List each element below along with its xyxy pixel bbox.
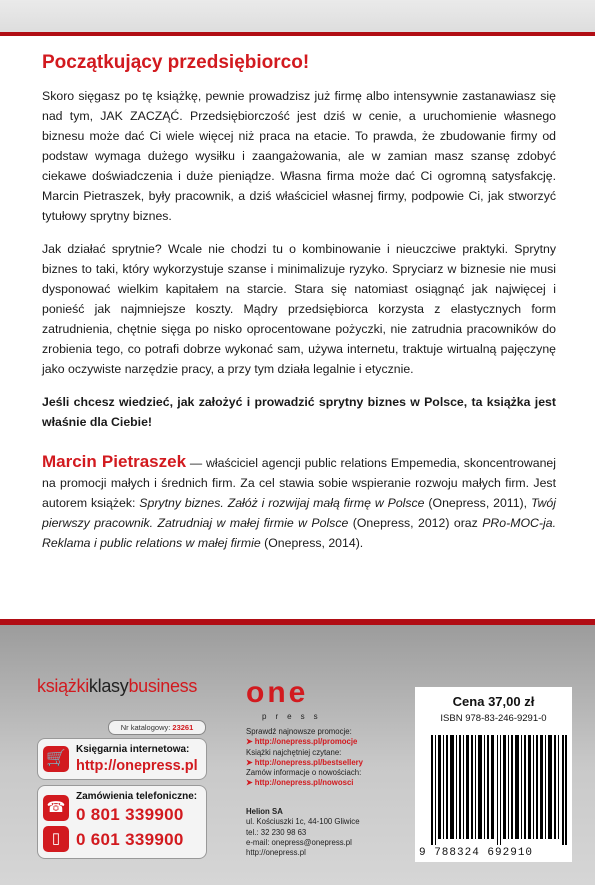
catalog-number-badge — [108, 720, 206, 735]
online-shop-box[interactable] — [37, 738, 207, 780]
author-book-1: Sprytny biznes. Załóż i rozwijaj małą firmę w Polsce — [139, 496, 425, 510]
online-shop-link[interactable]: http://onepress.pl — [76, 758, 198, 774]
shopping-cart-icon: 🛒 — [43, 746, 69, 772]
promo-link-new-url[interactable]: http://onepress.pl/promocje — [254, 737, 358, 747]
cover-heading: Początkujący przedsiębiorco! — [42, 52, 310, 73]
author-bio-text-4: (Onepress, 2014). — [260, 536, 364, 550]
author-book-2: Twój pierwszy pracownik. Zatrudniaj w małej firmie w Polsce — [42, 496, 556, 530]
catalog-number: 23261 — [172, 723, 194, 732]
promo-link-bestsellers[interactable]: ➤ http://onepress.pl/bestsellery — [246, 757, 364, 767]
author-bio-text-3: (Onepress, 2012) oraz — [348, 516, 483, 530]
phone-order-label: Zamówienia telefoniczne: — [76, 791, 198, 802]
series-logo-part2: klasy — [88, 676, 129, 696]
promo-link-new[interactable]: ➤ http://onepress.pl/promocje — [246, 737, 358, 747]
phone-icon: ☎ — [43, 795, 69, 821]
barcode-number: 9 788324 692910 — [419, 847, 534, 859]
paragraph-call-to-action: Jeśli chcesz wiedzieć, jak założyć i prowadzić sprytny biznes w Polsce, ta książka jest właśnie dla Ciebie! — [42, 395, 556, 429]
phone-number-mobile[interactable]: 0 601 339900 — [76, 830, 184, 849]
promo-link-bestsellers-url[interactable]: http://onepress.pl/bestsellery — [254, 757, 364, 767]
publisher-address — [246, 807, 360, 858]
promo-text-news: Zamów informacje o nowościach: — [246, 768, 362, 778]
publisher-street: ul. Kościuszki 1c, 44-100 Gliwice — [246, 817, 360, 827]
author-bio — [42, 452, 556, 553]
series-logo-part3: business — [128, 676, 198, 696]
bottom-panel — [0, 625, 595, 885]
promo-link-news[interactable]: ➤ http://onepress.pl/nowosci — [246, 778, 354, 788]
publisher-email[interactable]: e-mail: onepress@onepress.pl — [246, 837, 352, 847]
promo-links — [246, 727, 363, 789]
online-shop-label: Księgarnia internetowa: — [76, 744, 190, 755]
author-book-3: PRo-MOC-ja. Reklama i public relations w małej firmie — [42, 516, 556, 550]
back-cover-text — [42, 52, 556, 566]
series-logo — [37, 676, 197, 697]
author-bio-text-2: (Onepress, 2011), — [424, 496, 531, 510]
isbn-label: ISBN 978-83-246-9291-0 — [440, 713, 547, 724]
promo-text-new: Sprawdź najnowsze promocje: — [246, 727, 352, 736]
phone-number-landline[interactable]: 0 801 339900 — [76, 805, 184, 824]
publisher-web[interactable]: http://onepress.pl — [246, 848, 306, 858]
author-name: Marcin Pietraszek — [42, 452, 187, 471]
top-band — [0, 0, 595, 36]
mobile-phone-icon: ▯ — [43, 826, 69, 852]
paragraph-smart-business: Jak działać sprytnie? Wcale nie chodzi tu o kombinowanie i nieuczciwe praktyki. Sprytny biznes to taki, który wykorzystuje szanse i minimalizuje ryzyko. Spryciarz w biznesie nie musi dysponować wielkim kapitałem na starcie. Stara się natomiast osiągnąć jak najwięcej i ponieść jak najmniejsze koszty. Mądry przedsiębiorca korzysta z elastycznych form zatrudnienia, chętnie sięga po nisko oprocentowane pożyczki, nie zatrudnia pracowników do zrobienia tego, co potrafi dobrze wykonać sam, używa internetu, traktuje wirtualną pajęczynę jako oczywiste narzędzie pracy, a przy tym działa legalnie i etycznie. — [42, 242, 556, 376]
price-barcode-box — [415, 687, 572, 862]
publisher-tel: tel.: 32 230 98 63 — [246, 827, 307, 837]
paragraph-intro: Skoro sięgasz po tę książkę, pewnie prowadzisz już firmę albo intensywnie zastanawiasz się nad tym, JAK ZACZĄĆ. Przedsiębiorczość jest dziś w cenie, a uruchomienie własnego biznesu może dać Ci wiele więcej niż praca na etacie. To prawda, że zbudowanie firmy od podstaw wymaga dużego wysiłku i zaangażowania, ale w zamian masz szansę zdobyć ciekawe doświadczenia i duże pieniądze. Własna firma może dać Ci ogromną satysfakcję. Marcin Pietraszek, były pracownik, a dziś właściciel własnej firmy, podpowie Ci, jak stworzyć tytułowy sprytny biznes. — [42, 89, 556, 223]
promo-text-bestsellers: Książki najchętniej czytane: — [246, 747, 342, 757]
barcode-image — [431, 735, 567, 845]
author-bio-text-1: — właściciel agencji public relations Empemedia, skoncentrowanej na promocji małych i średnich firm. Za cel stawia sobie wspieranie rozwoju małych firm. Jest autorem książek: — [42, 456, 556, 510]
top-red-stripe — [0, 32, 595, 36]
catalog-label: Nr katalogowy: — [120, 723, 173, 732]
series-logo-part1: książki — [37, 676, 89, 696]
phone-order-box — [37, 785, 207, 859]
promo-link-news-url[interactable]: http://onepress.pl/nowosci — [254, 778, 354, 788]
onepress-logo: one — [246, 676, 309, 709]
price-label: Cena 37,00 zł — [452, 694, 535, 709]
publisher-name: Helion SA — [246, 807, 283, 816]
onepress-logo-sub: press — [262, 712, 327, 721]
